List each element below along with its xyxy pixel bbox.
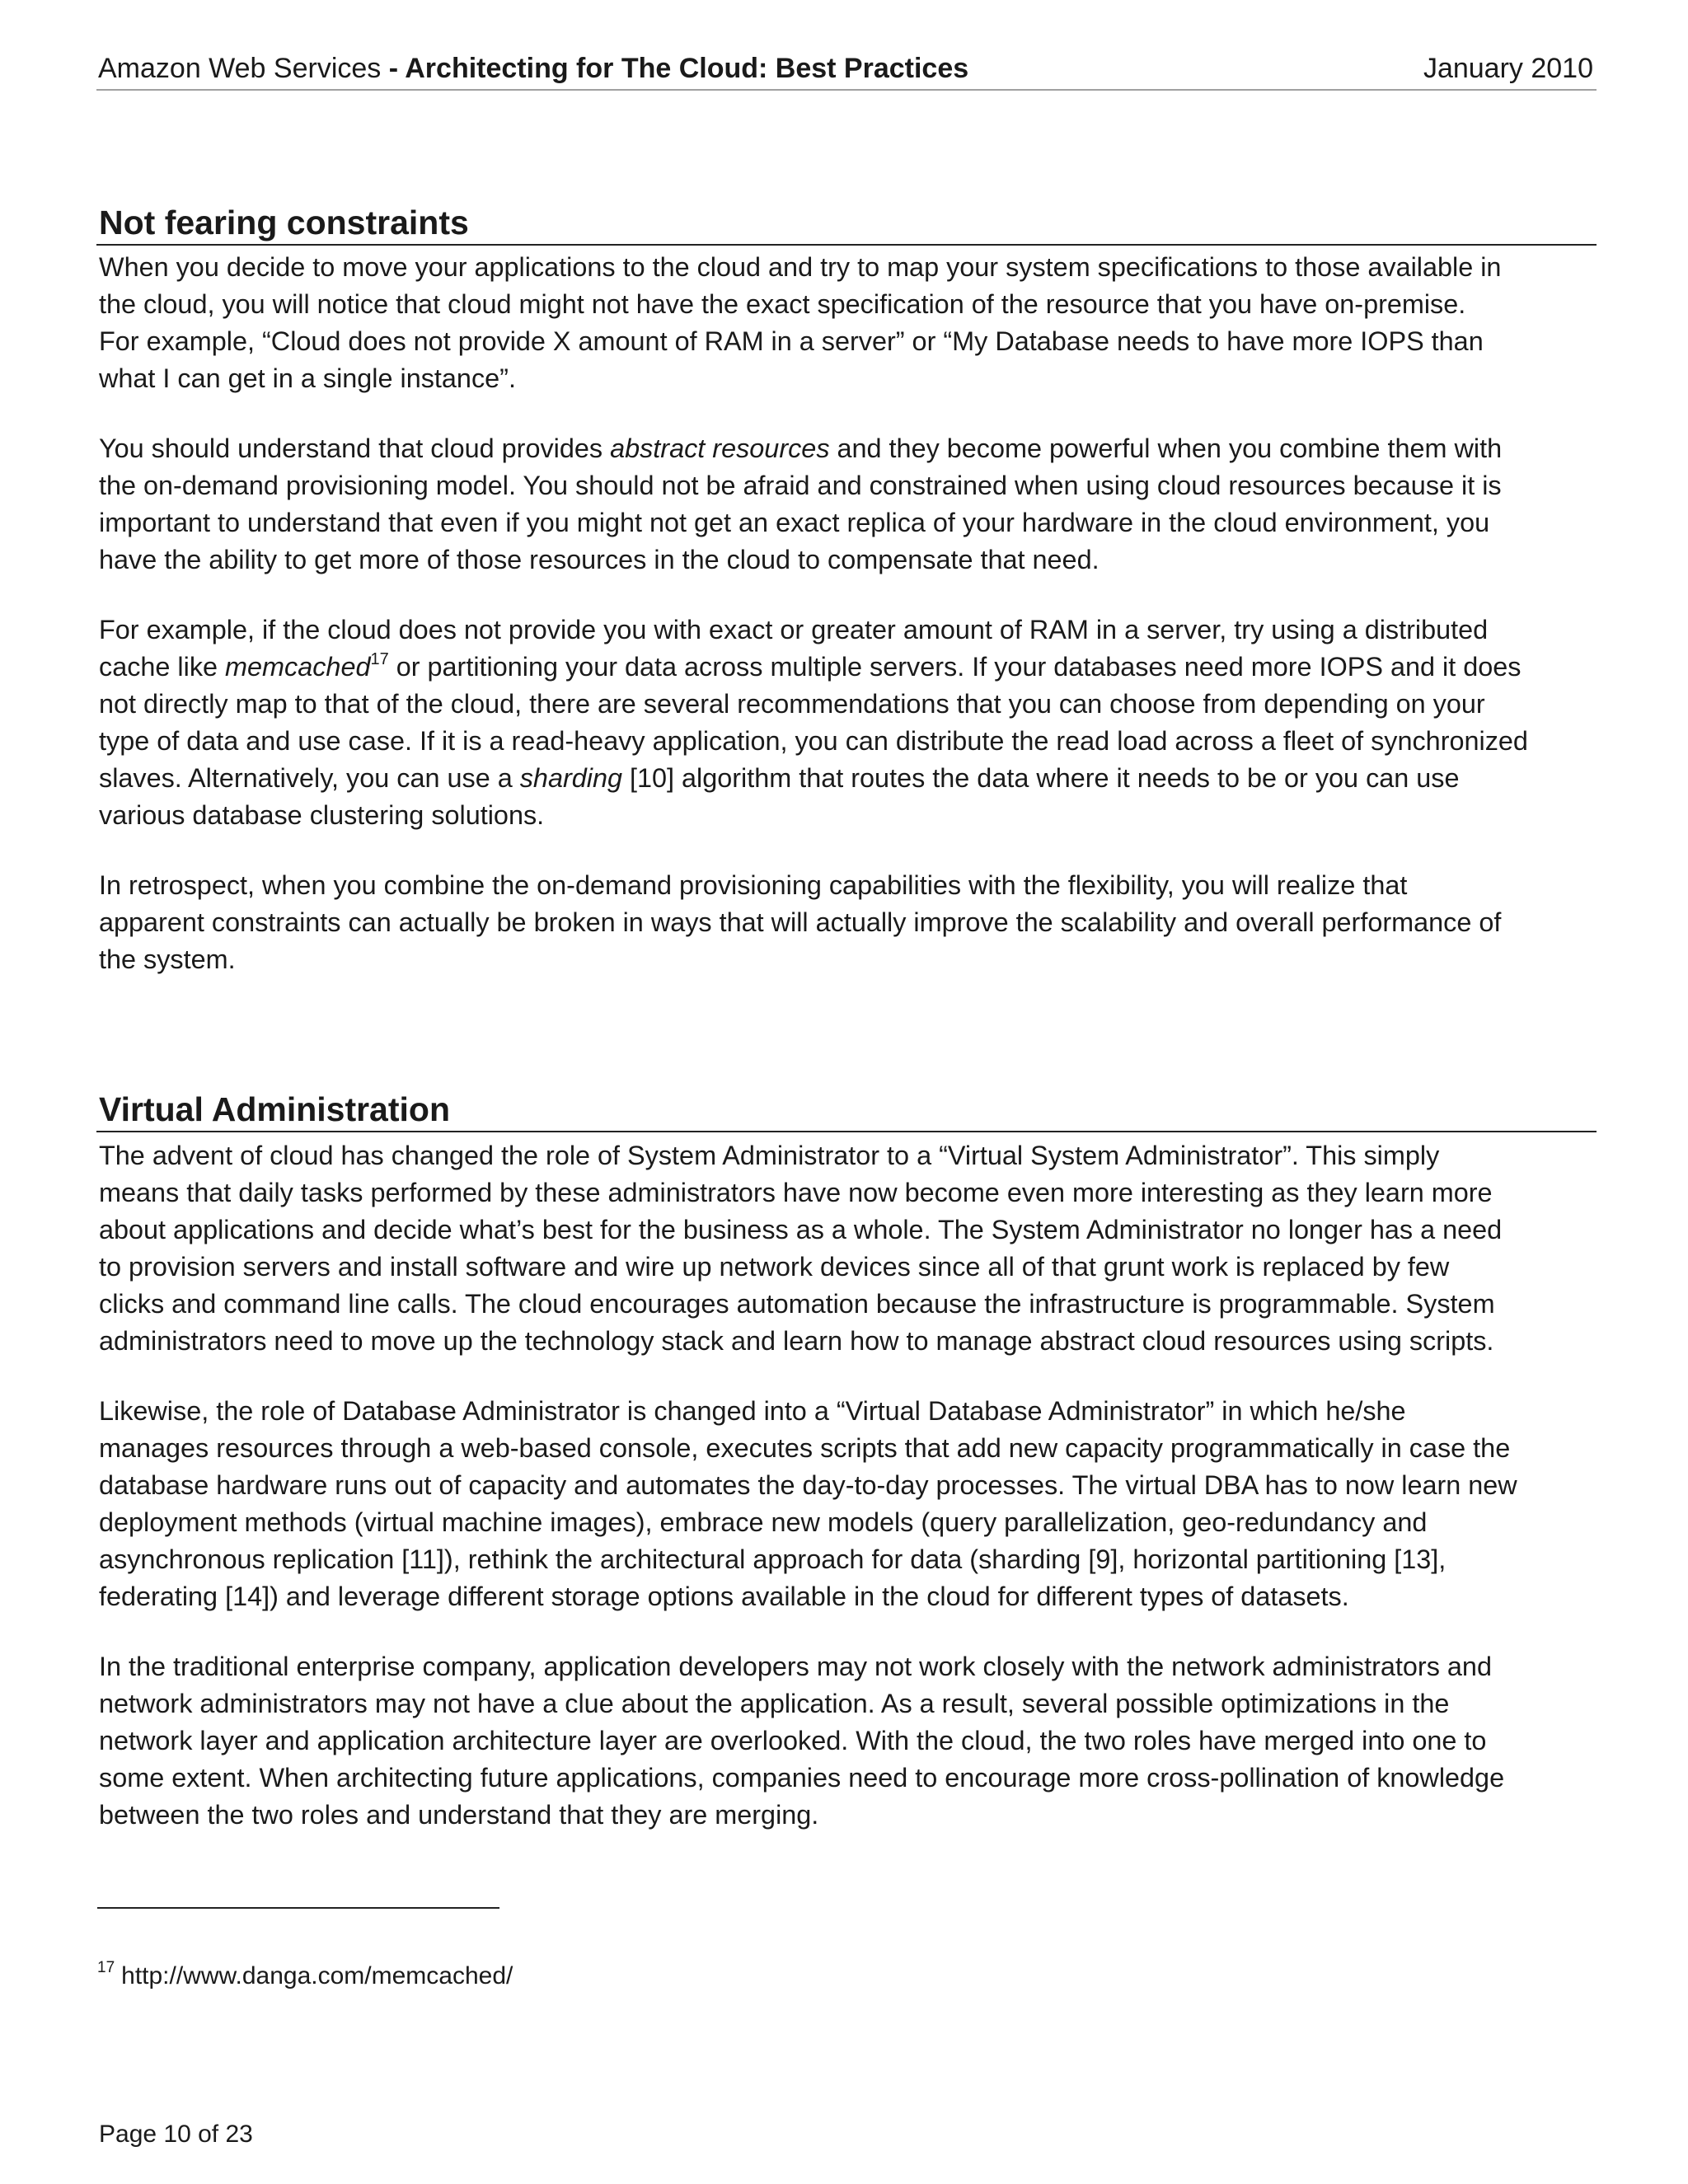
text-line: When you decide to move your applications to the cloud and try to map your system specifications to those available in [99, 252, 1502, 282]
text-line: to provision servers and install software and wire up network devices since all of that grunt work is replaced by few [99, 1252, 1450, 1282]
paragraph [99, 1648, 1599, 1834]
emphasis-sharding: sharding [519, 763, 622, 793]
text-run: slaves. Alternatively, you can use a [99, 763, 520, 793]
emphasis-memcached: memcached [225, 652, 371, 682]
text-line: deployment methods (virtual machine images), embrace new models (query parallelization, geo-redundancy and [99, 1507, 1428, 1537]
text-line: The advent of cloud has changed the role of System Administrator to a “Virtual System Administrator”. This simply [99, 1141, 1440, 1170]
section-heading-not-fearing-constraints: Not fearing constraints [96, 201, 1597, 246]
text-line: manages resources through a web-based console, executes scripts that add new capacity programmatically in case the [99, 1433, 1511, 1463]
paragraph [99, 430, 1599, 579]
text-line: administrators need to move up the technology stack and learn how to manage abstract cloud resources using scripts. [99, 1326, 1494, 1356]
text-line: some extent. When architecting future applications, companies need to encourage more cross-pollination of knowledge [99, 1763, 1505, 1793]
text-line: important to understand that even if you might not get an exact replica of your hardware in the cloud environment, you [99, 508, 1490, 537]
text-run: and they become powerful when you combine them with [829, 434, 1503, 463]
text-line: what I can get in a single instance”. [99, 363, 516, 393]
running-header [96, 48, 1597, 91]
text-line: means that daily tasks performed by these administrators have now become even more interesting as they learn more [99, 1178, 1493, 1207]
text-line: not directly map to that of the cloud, there are several recommendations that you can choose from depending on your [99, 689, 1485, 719]
text-line: the system. [99, 944, 236, 974]
text-run: [10] algorithm that routes the data where it needs to be or you can use [621, 763, 1460, 793]
header-date: January 2010 [1423, 53, 1593, 84]
text-line: network layer and application architecture layer are overlooked. With the cloud, the two roles have merged into one to [99, 1726, 1487, 1755]
footnote-link[interactable]: http://www.danga.com/memcached/ [121, 1962, 513, 1990]
footnote-separator [97, 1907, 499, 1909]
footnote-ref-17[interactable]: 17 [370, 650, 389, 668]
text-run: You should understand that cloud provides [99, 434, 611, 463]
text-line: database hardware runs out of capacity and automates the day-to-day processes. The virtual DBA has to now learn new [99, 1470, 1517, 1500]
paragraph [99, 867, 1599, 978]
header-left [98, 48, 968, 89]
text-line: network administrators may not have a clue about the application. As a result, several possible optimizations in the [99, 1689, 1450, 1718]
footnote-17 [97, 1960, 513, 1993]
text-line: type of data and use case. If it is a read-heavy application, you can distribute the read load across a fleet of synchronized [99, 726, 1528, 756]
text-line: federating [14]) and leverage different storage options available in the cloud for different types of datasets. [99, 1582, 1349, 1611]
text-line: Likewise, the role of Database Administrator is changed into a “Virtual Database Administrator” in which he/she [99, 1396, 1406, 1426]
header-separator: - [381, 53, 406, 84]
section-heading-virtual-administration: Virtual Administration [96, 1088, 1597, 1132]
text-line: For example, if the cloud does not provide you with exact or greater amount of RAM in a server, try using a distributed [99, 615, 1489, 644]
text-line: For example, “Cloud does not provide X amount of RAM in a server” or “My Database needs to have more IOPS than [99, 326, 1484, 356]
text-line: have the ability to get more of those resources in the cloud to compensate that need. [99, 545, 1100, 574]
text-line: the cloud, you will notice that cloud might not have the exact specification of the resource that you have on-premise. [99, 289, 1466, 319]
text-line: the on-demand provisioning model. You should not be afraid and constrained when using cloud resources because it is [99, 471, 1502, 500]
paragraph [99, 1393, 1599, 1615]
text-line [99, 430, 1599, 467]
emphasis-abstract-resources: abstract resources [610, 434, 830, 463]
footnote-number: 17 [97, 1959, 115, 1976]
text-line: asynchronous replication [11]), rethink the architectural approach for data (sharding [9], horizontal partitioning [13], [99, 1544, 1447, 1574]
header-company: Amazon Web Services [98, 53, 382, 84]
text-line [99, 649, 1599, 686]
paragraph [99, 1137, 1599, 1360]
text-line: various database clustering solutions. [99, 800, 545, 830]
header-doc-title: Architecting for The Cloud: Best Practices [405, 53, 969, 84]
text-line: apparent constraints can actually be broken in ways that will actually improve the scalability and overall performance of [99, 907, 1502, 937]
text-line: about applications and decide what’s best for the business as a whole. The System Administrator no longer has a need [99, 1215, 1503, 1244]
text-run: cache like [99, 652, 226, 682]
text-line [99, 760, 1599, 797]
paragraph [99, 249, 1599, 397]
page-number: Page 10 of 23 [99, 2121, 253, 2148]
text-line: clicks and command line calls. The cloud encourages automation because the infrastructure is programmable. System [99, 1289, 1495, 1319]
text-line: between the two roles and understand that they are merging. [99, 1800, 819, 1830]
section-body-virtual-administration [99, 1137, 1599, 1867]
section-body-not-fearing-constraints [99, 249, 1599, 1011]
paragraph [99, 612, 1599, 834]
text-run: or partitioning your data across multiple servers. If your databases need more IOPS and it does [388, 652, 1522, 682]
text-line: In retrospect, when you combine the on-demand provisioning capabilities with the flexibility, you will realize that [99, 870, 1408, 900]
text-line: In the traditional enterprise company, application developers may not work closely with the network administrators and [99, 1652, 1492, 1681]
